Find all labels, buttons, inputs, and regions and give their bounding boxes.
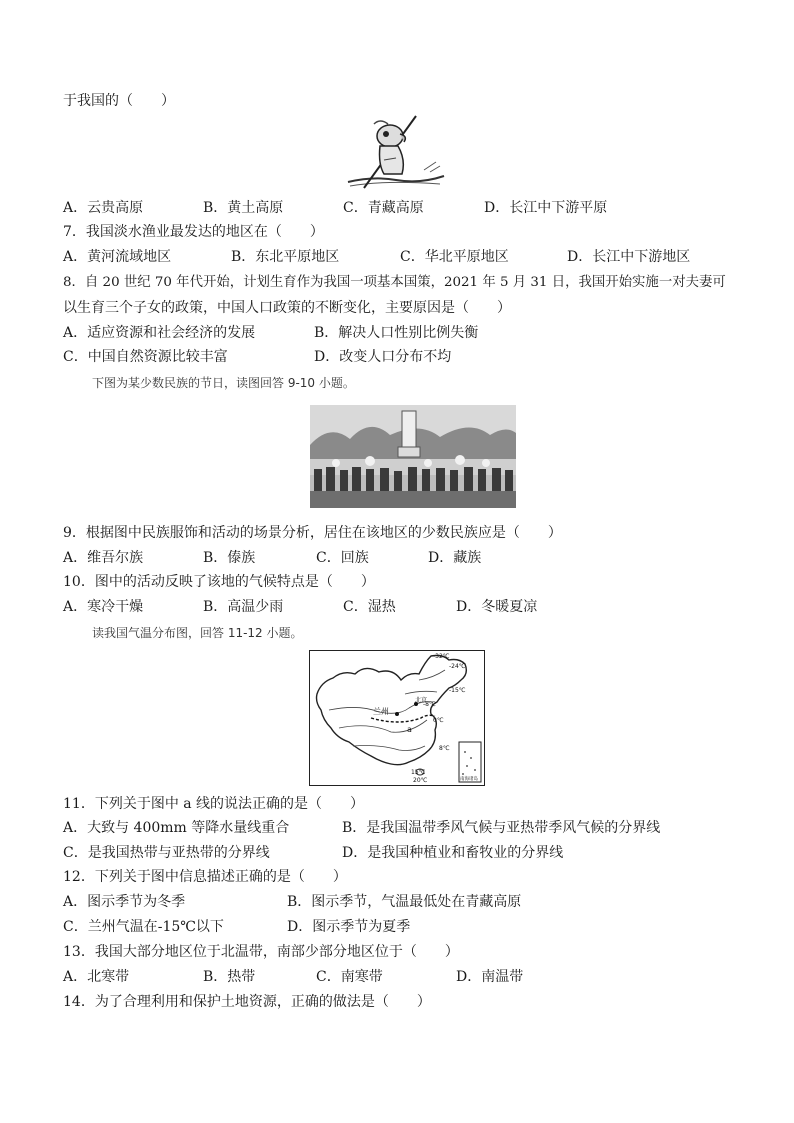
question-10-option-a: A．寒冷干燥: [63, 599, 144, 615]
question-9-option-b: B．傣族: [203, 550, 256, 566]
question-11-option-c: C．是我国热带与亚热带的分界线: [63, 845, 270, 861]
question-11-option-d: D．是我国种植业和畜牧业的分界线: [342, 845, 564, 861]
question-11-stem: 11．下列关于图中 a 线的说法正确的是（ ）: [63, 796, 365, 812]
question-8-option-b: B．解决人口性别比例失衡: [314, 325, 479, 341]
question-7-option-b: B．东北平原地区: [231, 249, 340, 265]
question-12-option-a: A．图示季节为冬季: [63, 894, 186, 910]
temperature-map: [309, 650, 485, 786]
question-13-option-b: B．热带: [203, 969, 256, 985]
question-11-option-b: B．是我国温带季风气候与亚热带季风气候的分界线: [342, 820, 661, 836]
question-8-stem-line-1: 8．自 20 世纪 70 年代开始，计划生育作为我国一项基本国策，2021 年 5 月 31 日，我国开始实施一对夫妻可: [63, 275, 726, 290]
question-12-stem: 12．下列关于图中信息描述正确的是（ ）: [63, 869, 347, 885]
question-10-stem: 10．图中的活动反映了该地的气候特点是（ ）: [63, 574, 375, 590]
map-label-minus-8: -8℃: [423, 701, 436, 708]
map-label-minus-24: -24℃: [449, 663, 466, 670]
question-10-option-d: D．冬暖夏凉: [456, 599, 538, 615]
question-13-stem: 13．我国大部分地区位于北温带，南部少部分地区位于（ ）: [63, 944, 459, 960]
map-label-15: 15℃: [411, 769, 426, 776]
question-8-option-a: A．适应资源和社会经济的发展: [63, 325, 256, 341]
question-12-option-b: B．图示季节，气温最低处在青藏高原: [287, 894, 522, 910]
question-8-option-c: C．中国自然资源比较丰富: [63, 349, 228, 365]
cartoon-figure: [344, 114, 448, 190]
intro-questions-11-12: 读我国气温分布图，回答 11-12 小题。: [92, 626, 303, 640]
question-7-option-a: A．黄河流域地区: [63, 249, 172, 265]
map-label-minus-15: -15℃: [449, 687, 466, 694]
question-9-option-c: C．回族: [316, 550, 369, 566]
map-label-beijing: 北京: [415, 697, 428, 704]
question-11-option-a: A．大致与 400mm 等降水量线重合: [63, 820, 290, 836]
question-12-option-c: C．兰州气温在-15℃以下: [63, 919, 224, 935]
question-6-option-d: D．长江中下游平原: [484, 200, 608, 216]
question-9-stem: 9．根据图中民族服饰和活动的场景分析，居住在该地区的少数民族应是（ ）: [63, 525, 562, 541]
question-9-option-d: D．藏族: [428, 550, 482, 566]
question-10-option-c: C．湿热: [343, 599, 396, 615]
question-6-option-c: C．青藏高原: [343, 200, 424, 216]
question-7-option-c: C．华北平原地区: [400, 249, 509, 265]
map-label-20: 20℃: [413, 777, 428, 784]
question-13-option-c: C．南寒带: [316, 969, 383, 985]
question-13-option-a: A．北寒带: [63, 969, 130, 985]
question-7-option-d: D．长江中下游地区: [567, 249, 691, 265]
question-9-option-a: A．维吾尔族: [63, 550, 144, 566]
question-13-option-d: D．南温带: [456, 969, 524, 985]
question-8-option-d: D．改变人口分布不均: [314, 349, 452, 365]
question-14-stem: 14．为了合理利用和保护土地资源，正确的做法是（ ）: [63, 994, 431, 1010]
question-8-stem-line-2: 以生育三个子女的政策，中国人口政策的不断变化，主要原因是（ ）: [63, 300, 511, 316]
map-label-south-china-sea-islands: 南海诸岛: [460, 777, 478, 782]
intro-questions-9-10: 下图为某少数民族的节日，读图回答 9-10 小题。: [92, 376, 355, 390]
question-6-option-b: B．黄土高原: [203, 200, 284, 216]
question-10-option-b: B．高温少雨: [203, 599, 284, 615]
map-label-a: a: [407, 725, 412, 734]
question-6-option-a: A．云贵高原: [63, 200, 144, 216]
map-label-0: 0℃: [433, 717, 444, 724]
map-label-lanzhou: 兰州: [373, 707, 389, 716]
festival-photo: [310, 405, 516, 508]
question-12-option-d: D．图示季节为夏季: [287, 919, 411, 935]
question-7-stem: 7．我国淡水渔业最发达的地区在（ ）: [63, 224, 324, 240]
map-label-8: 8℃: [439, 745, 450, 752]
map-label-minus-32: -32℃: [433, 653, 450, 660]
question-6-stem-tail: 于我国的（ ）: [63, 93, 175, 109]
